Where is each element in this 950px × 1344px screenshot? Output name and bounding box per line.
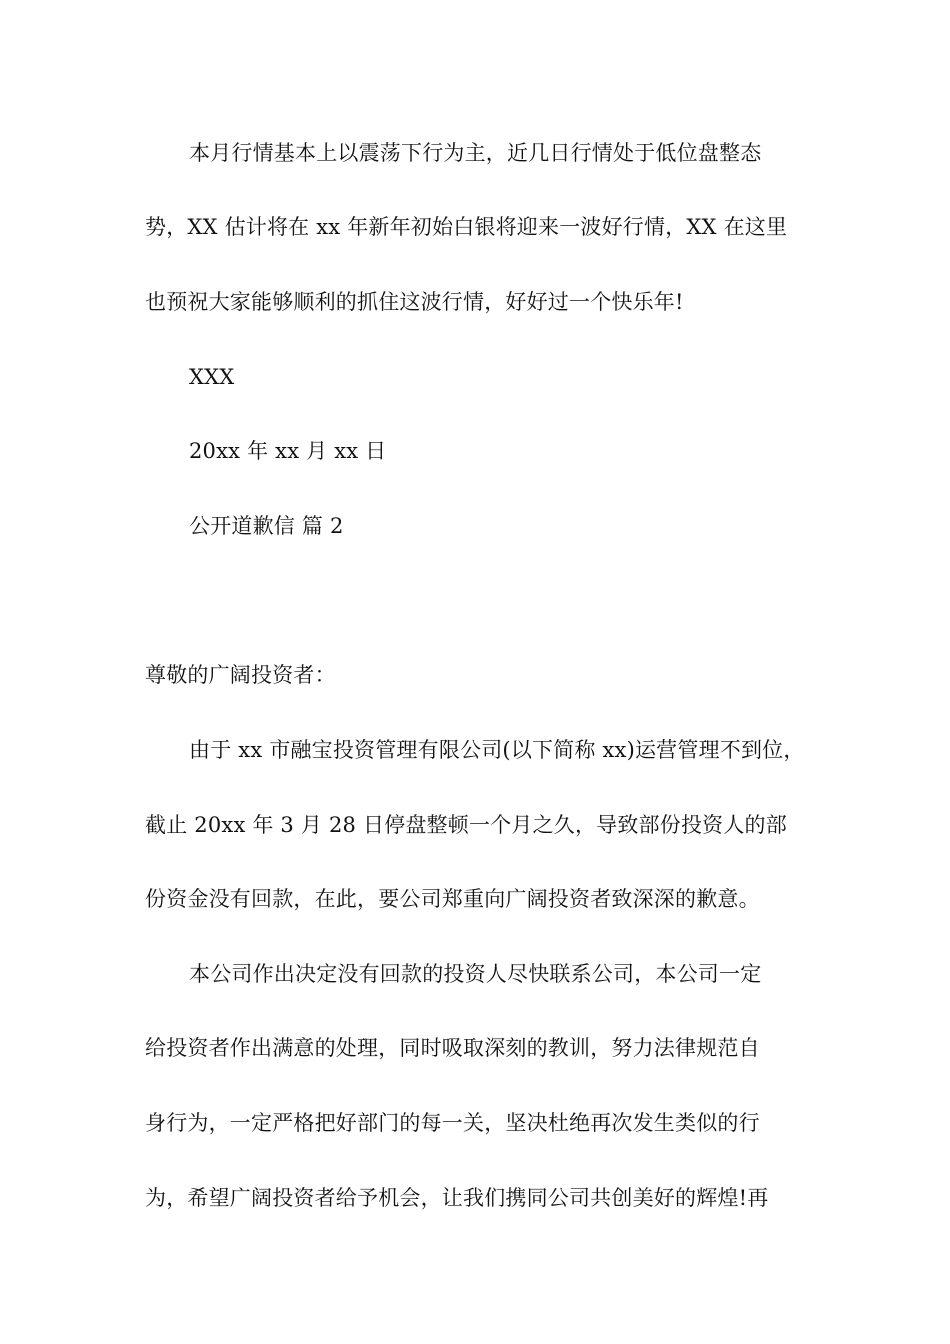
- section-title: 公开道歉信 篇 2: [189, 514, 344, 538]
- salutation: 尊敬的广阔投资者：: [145, 663, 336, 687]
- paragraph-1-line-2: 势，XX 估计将在 xx 年新年初始白银将迎来一波好行情，XX 在这里: [145, 215, 788, 239]
- paragraph-2-line-1: 由于 xx 市融宝投资管理有限公司(以下简称 xx)运营管理不到位，: [189, 738, 805, 762]
- signature: XXX: [189, 365, 235, 389]
- paragraph-3-line-1: 本公司作出决定没有回款的投资人尽快联系公司，本公司一定: [189, 962, 762, 986]
- paragraph-3-line-2: 给投资者作出满意的处理，同时吸取深刻的教训，努力法律规范自: [145, 1036, 760, 1060]
- paragraph-1-line-1: 本月行情基本上以震荡下行为主，近几日行情处于低位盘整态: [189, 141, 762, 165]
- paragraph-2-line-3: 份资金没有回款，在此，要公司郑重向广阔投资者致深深的歉意。: [145, 887, 760, 911]
- date: 20xx 年 xx 月 xx 日: [189, 439, 387, 463]
- paragraph-2-line-2: 截止 20xx 年 3 月 28 日停盘整顿一个月之久，导致部份投资人的部: [145, 813, 787, 837]
- paragraph-3-line-4: 为，希望广阔投资者给予机会，让我们携同公司共创美好的辉煌!再: [145, 1186, 769, 1210]
- paragraph-1-line-3: 也预祝大家能够顺利的抓住这波行情，好好过一个快乐年!: [145, 290, 684, 314]
- paragraph-3-line-3: 身行为，一定严格把好部门的每一关，坚决杜绝再次发生类似的行: [145, 1111, 760, 1135]
